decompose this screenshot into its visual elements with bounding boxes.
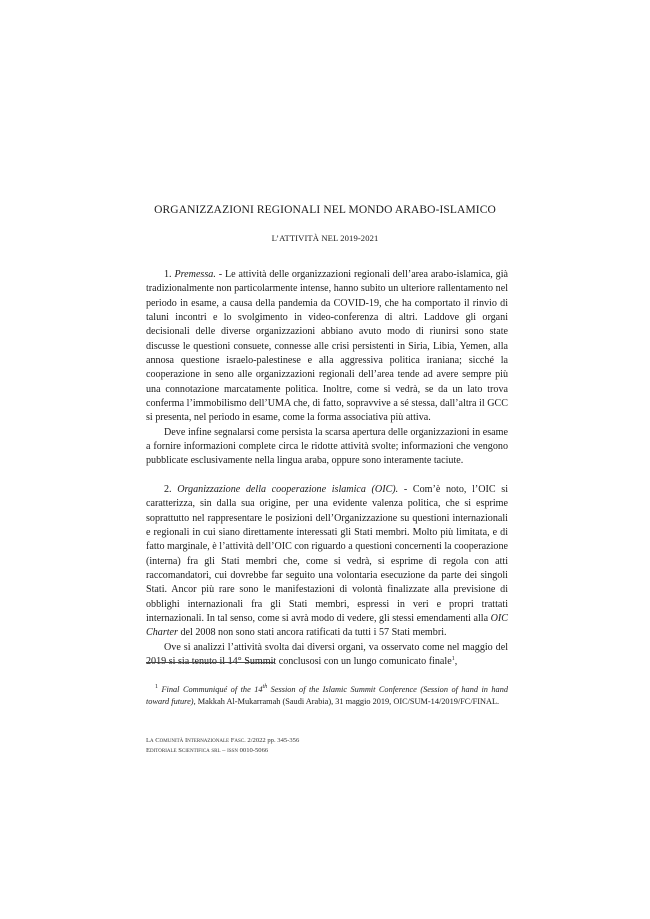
paragraph-oic xyxy=(146,483,508,641)
section-number: 2. xyxy=(164,483,178,495)
page-footer xyxy=(146,736,508,756)
footnote-number: 1 xyxy=(155,684,158,690)
footnote xyxy=(146,684,508,707)
journal-reference: La Comunità Internazionale Fasc. 2/2022 pp. 345-356 xyxy=(146,737,300,744)
paragraph-summit: Ove si analizzi l’attività svolta dai diversi organi, va osservato come nel maggio del 2019 si sia tenuto il 14° Summit conclusosi con un lungo comunicato finale$^1$, xyxy=(146,641,508,667)
document-subtitle: L’ATTIVITÀ NEL 2019-2021 xyxy=(271,233,379,243)
paragraph-text: - Com’è noto, l’OIC si caratterizza, sin dalla sua origine, per una evidente valenza politica, che si esprime soprattutto nel rappresentare le posizioni dell’Organizzazione su questioni internazionali e regionali in cui siano direttamente interessati gli Stati membri. Molto più limitata, e di fatto marginale, è l’attività dell’OIC con riguardo a questioni concernenti la cooperazione (interna) fra gli Stati membri che, come si vedrà, si esprime di regola con atti raccomandatori, cui dovrebbe far seguito una volontaria esecuzione da parte dei singoli Stati. Ancor più rare sono le manifestazioni di volontà finalizzate alla previsione di obblighi internazionali fra gli Stati membri, espressi in veri e propri trattati internazionali. In tal senso, come si avrà modo di vedere, gli stessi emendamenti alla xyxy=(146,483,509,624)
document-title: ORGANIZZAZIONI REGIONALI NEL MONDO ARABO-ISLAMICO xyxy=(154,204,496,216)
footnote-reference[interactable]: 1 xyxy=(451,655,455,662)
paragraph-text-2: Deve infine segnalarsi come persista la scarsa apertura delle organizzazioni in esame a fornire informazioni complete circa le ridotte attività svolte; informazioni che vengono pubblicate esclusivamente nella lingua araba, oppure sono interamente taciute. xyxy=(146,426,508,467)
paragraph-premessa xyxy=(146,268,508,426)
footnote-separator xyxy=(146,662,274,663)
paragraph-text: del 2008 non sono stati ancora ratificati da tutti i 57 Stati membri. xyxy=(177,627,447,639)
section-heading: Premessa. xyxy=(174,269,216,280)
section-number: 1. xyxy=(164,269,175,280)
charter-reference: OIC Charter xyxy=(146,612,508,639)
paragraph-text: Ove si analizzi l’attività svolta dai diversi organi, va osservato come nel maggio del 2019 si sia tenuto il 14° Summit conclusosi con un lungo comunicato finale xyxy=(146,641,508,667)
section-heading: Organizzazione della cooperazione islamica (OIC). xyxy=(177,483,399,495)
document-body xyxy=(146,268,508,669)
publisher-reference: Editoriale Scientifica srl – issn 0010-5066 xyxy=(146,747,269,754)
paragraph-text: - Le attività delle organizzazioni regionali dell’area arabo-islamica, già tradizionalmente non particolarmente intense, hanno subito un ulteriore rallentamento nel periodo in esame, a causa della pandemia da COVID-19, che ha comportato il rinvio di taluni incontri e lo svolgimento in video-conferenza di altri. Laddove gli organi decisionali delle diverse organizzazioni abbiano avuto modo di riunirsi sono state discusse le questioni consuete, connesse alle crisi persistenti in Siria, Libia, Yemen, alla annosa questione israelo-palestinese e alla aggressiva politica iraniana; sicché la cooperazione in seno alle organizzazioni regionali dell’area tende ad avere sempre più una connotazione marcatamente politica. Inoltre, come si vedrà, se da un lato trova conferma l’immobilismo dell’UMA che, di fatto, sopravvive a sé stessa, dall’altra il GCC si presenta, nel periodo in esame, come la forma associativa più attiva. xyxy=(146,269,509,424)
footnote-title: Final Communiqué of the 14th Session of the Islamic Summit Conference (Session of hand in hand toward future) xyxy=(146,684,508,706)
footnote-text: , Makkah Al-Mukarramah (Saudi Arabia), 31 maggio 2019, OIC/SUM-14/2019/FC/FINAL. xyxy=(193,696,500,706)
